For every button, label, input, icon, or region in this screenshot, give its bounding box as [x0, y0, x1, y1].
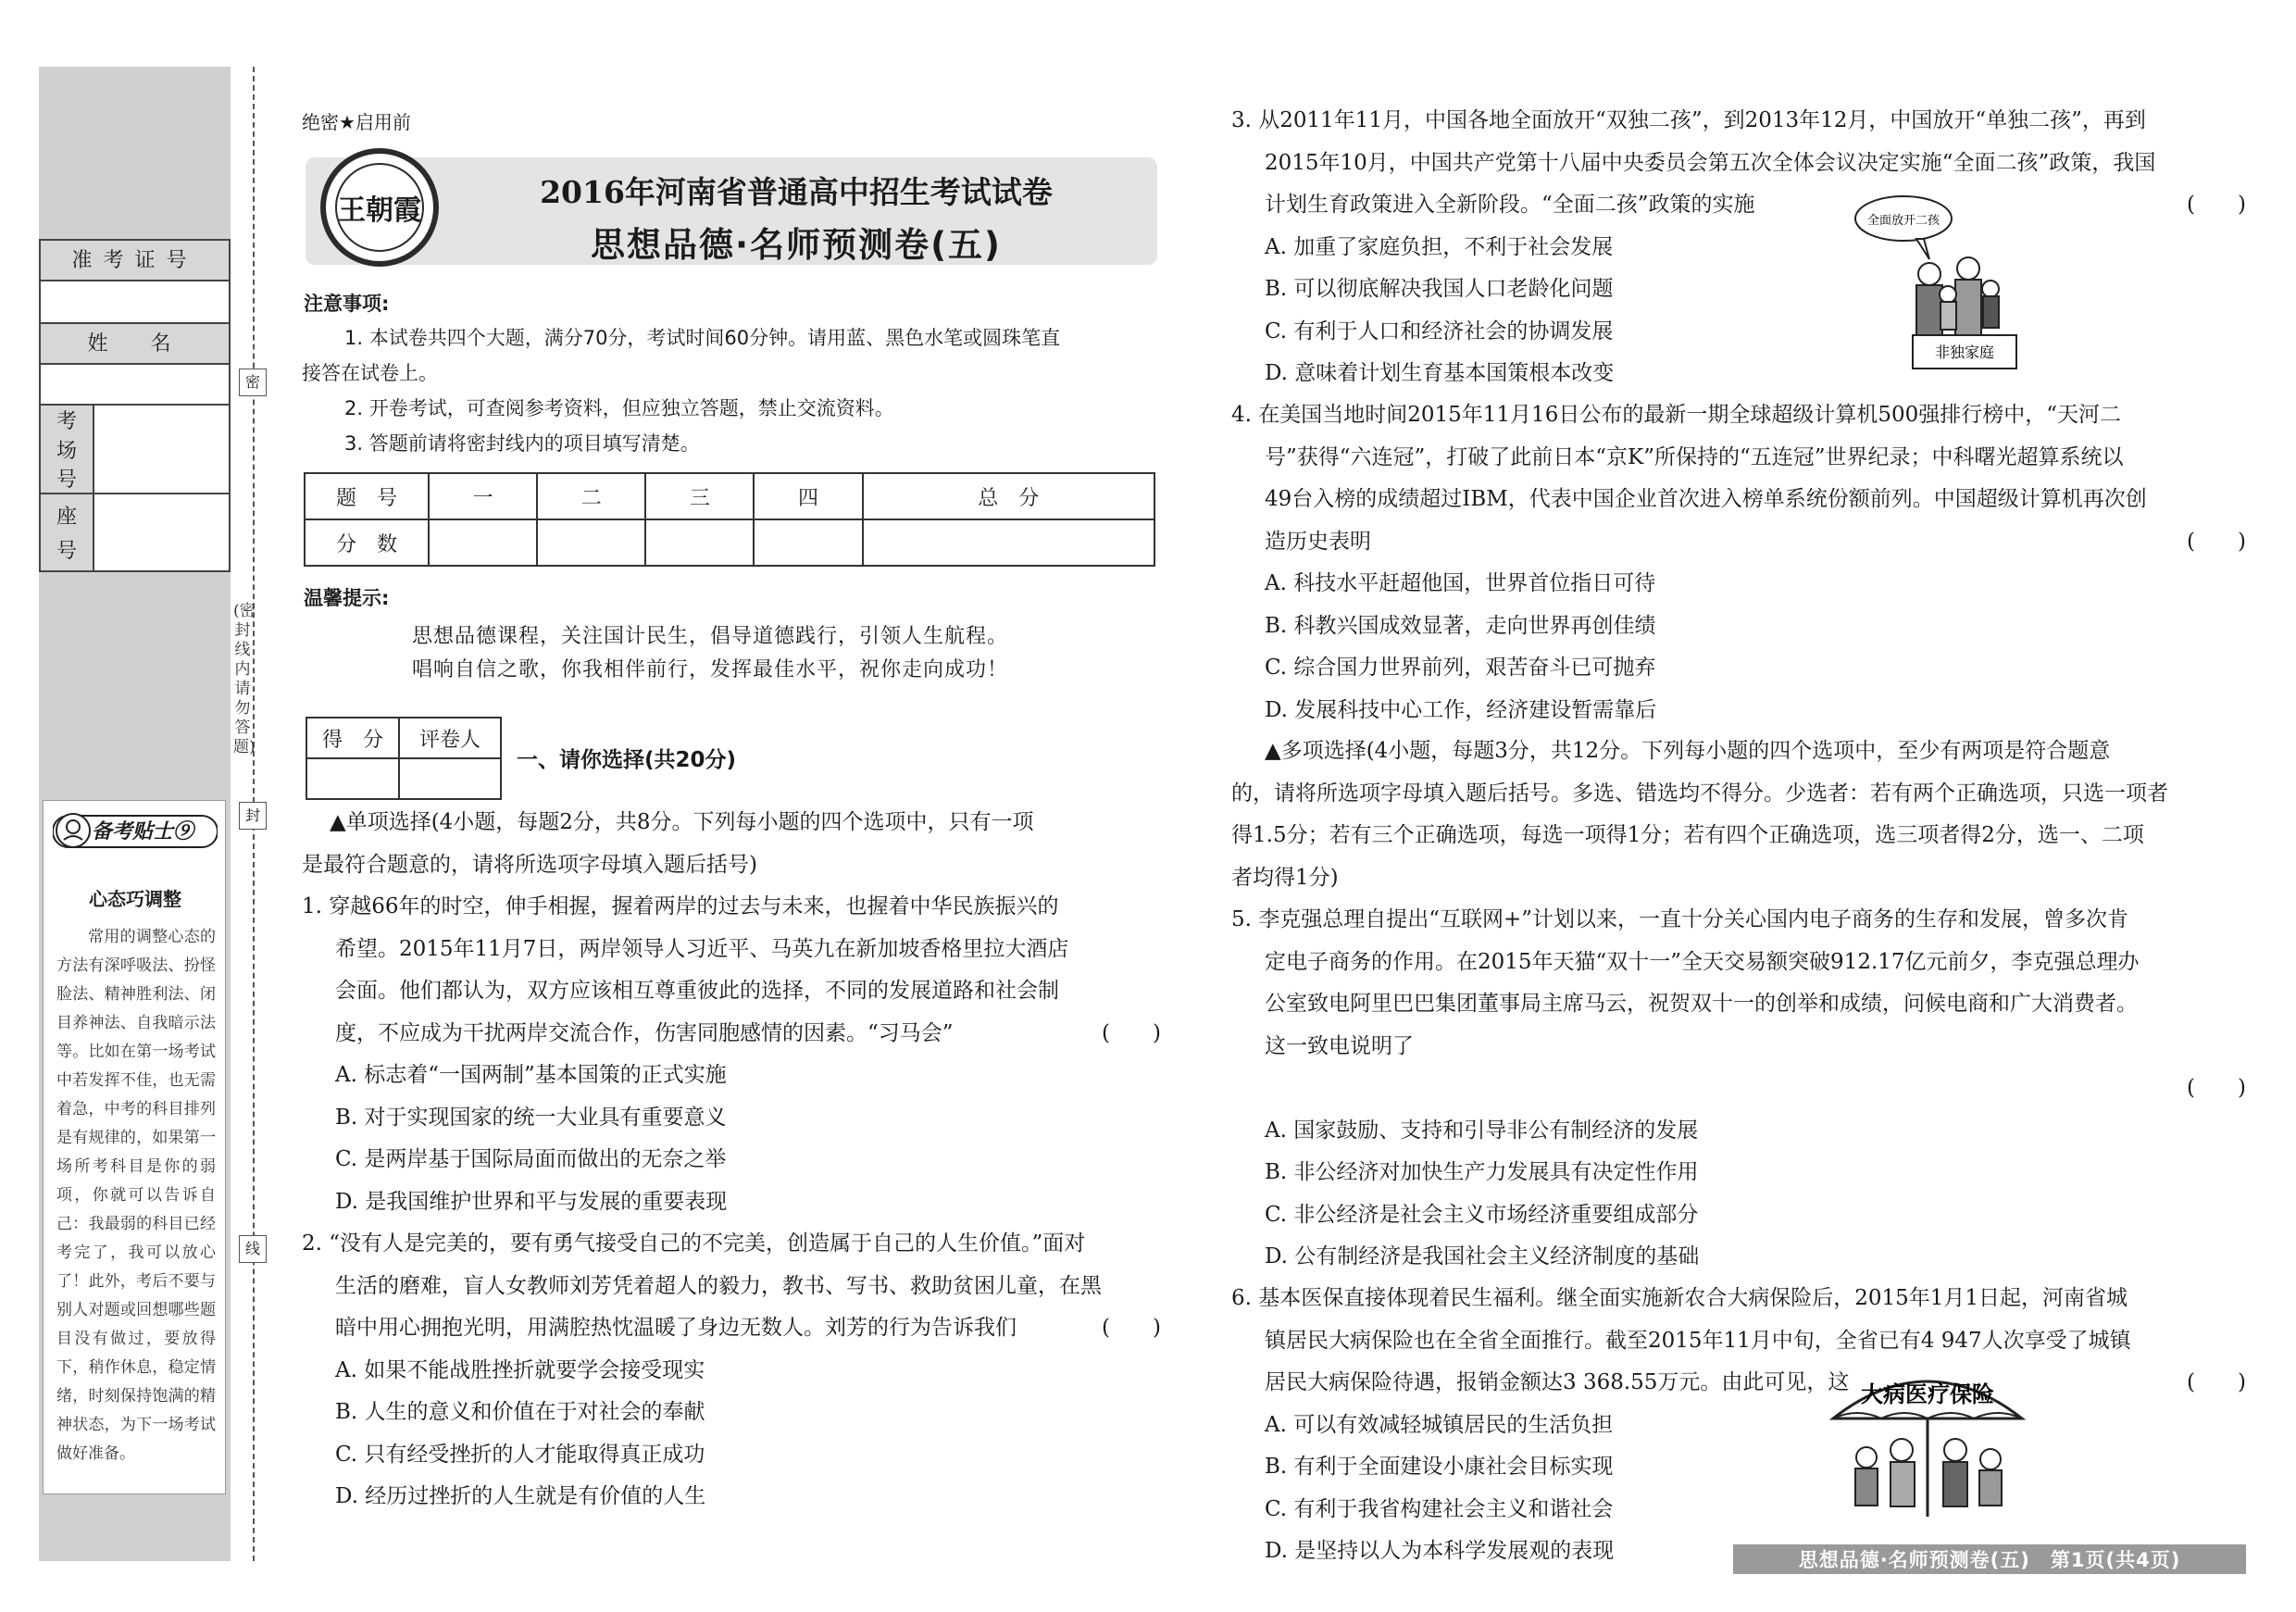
health-insurance-cartoon: [1826, 1354, 2029, 1530]
option-c: C. 非公经济是社会主义市场经济重要组成部分: [1265, 1202, 1699, 1227]
score-cell[interactable]: [645, 519, 754, 566]
cartoon-speech-text: 全面放开二孩: [1866, 214, 1940, 228]
exam-room-label: 考 场 号: [41, 406, 94, 493]
option-c: C. 综合国力世界前列，艰苦奋斗已可抛弃: [1265, 656, 1656, 680]
exam-title: 2016年河南省普通高中招生考试试卷: [540, 174, 1053, 210]
logo-emblem: 王朝霞: [335, 163, 424, 252]
option-a: A. 标志着“一国两制”基本国策的正式实施: [335, 1063, 727, 1087]
candidate-info-box: [39, 239, 231, 572]
question-2: [302, 1223, 1161, 1518]
option-b: B. 有利于全面建设小康社会目标实现: [1265, 1455, 1614, 1479]
name-field[interactable]: [41, 365, 229, 406]
tip-title: 心态巧调整: [89, 888, 181, 910]
option-b: B. 人生的意义和价值在于对社会的奉献: [335, 1400, 705, 1424]
score-cell[interactable]: [429, 519, 537, 566]
notice-item-2: 2. 开卷考试，可查阅参考资料，但应独立答题，禁止交流资料。: [344, 397, 894, 419]
option-a: A. 科技水平赶超他国，世界首位指日可待: [1265, 571, 1656, 595]
warm-tip-line-2: 唱响自信之歌，你我相伴前行，发挥最佳水平，祝你走向成功！: [412, 658, 1009, 681]
admission-number-field[interactable]: [41, 281, 229, 324]
question-line: 号”获得“六连冠”，打破了此前日本“京K”所保持的“五连冠”世界纪录；中科曙光超算系统以: [1265, 444, 2124, 469]
score-cell[interactable]: [863, 519, 1154, 566]
seal-char-feng: 封: [239, 802, 267, 830]
score-header-cell: 四: [754, 473, 862, 519]
admission-number-label: 准考证号: [41, 241, 229, 281]
umbrella-text: 大病医疗保险: [1861, 1381, 1994, 1407]
answer-bracket[interactable]: ( ): [2187, 529, 2246, 554]
question-6: [1231, 1278, 2246, 1573]
page-footer: 思想品德·名师预测卷(五) 第1页(共4页): [1733, 1544, 2246, 1574]
seal-char-xian: 线: [239, 1235, 267, 1263]
notice-heading: 注意事项:: [304, 293, 390, 315]
section-heading: 一、请你选择(共20分): [517, 748, 737, 772]
exam-subtitle: 思想品德·名师预测卷(五): [591, 225, 1002, 265]
option-a: A. 国家鼓励、支持和引导非公有制经济的发展: [1265, 1118, 1699, 1143]
question-line: 4. 在美国当地时间2015年11月16日公布的最新一期全球超级计算机500强排行榜中，“天河二: [1231, 403, 2121, 427]
exam-room-field[interactable]: [41, 406, 229, 494]
multi-choice-intro: [1231, 731, 2246, 899]
name-label: 姓 名: [41, 324, 229, 365]
score-table-value-row: [305, 519, 1154, 566]
question-line: 度，不应成为干扰两岸交流合作，伤害同胞感情的因素。“习马会”: [335, 1020, 954, 1045]
question-line: 希望。2015年11月7日，两岸领导人习近平、马英九在新加坡香格里拉大酒店: [335, 936, 1069, 961]
single-choice-intro: [302, 802, 1161, 886]
question-4: [1231, 394, 2246, 731]
warm-tip-heading: 温馨提示:: [304, 587, 390, 609]
notice-item-1: 1. 本试卷共四个大题，满分70分，考试时间60分钟。请用蓝、黑色水笔或圆珠笔直: [344, 327, 1061, 349]
answer-bracket[interactable]: ( ): [1102, 1316, 1161, 1340]
question-line: 造历史表明: [1265, 529, 1371, 554]
two-child-policy-cartoon: [1852, 185, 2028, 380]
answer-bracket[interactable]: ( ): [2187, 193, 2246, 217]
score-table-header-row: [305, 473, 1154, 519]
question-line: 暗中用心拥抱光明，用满腔热忱温暖了身边无数人。刘芳的行为告诉我们: [335, 1316, 1017, 1340]
score-header-cell: 二: [537, 473, 645, 519]
question-line: 公室致电阿里巴巴集团董事局主席马云，祝贺双十一的创举和成绩，问候电商和广大消费者。: [1265, 992, 2138, 1016]
question-line: 居民大病保险待遇，报销金额达3 368.55万元。由此可见，这: [1265, 1370, 1850, 1394]
score-header-cell: 三: [645, 473, 754, 519]
seal-note: (密封线内请勿答题): [233, 602, 256, 756]
question-line: 1. 穿越66年的时空，伸手相握，握着两岸的过去与未来，也握着中华民族振兴的: [302, 894, 1059, 918]
grader-label: 评卷人: [399, 718, 501, 758]
question-line: 2. “没有人是完美的，要有勇气接受自己的不完美，创造属于自己的人生价值。”面对: [302, 1231, 1086, 1256]
question-line: 会面。他们都认为，双方应该相互尊重彼此的选择，不同的发展道路和社会制: [335, 979, 1059, 1003]
single-choice-intro-line: 是最符合题意的，请将所选项字母填入题后括号): [302, 852, 757, 877]
grade-score-label: 得 分: [306, 718, 399, 758]
score-cell[interactable]: [537, 519, 645, 566]
option-c: C. 是两岸基于国际局面而做出的无奈之举: [335, 1147, 727, 1171]
publisher-logo: [320, 148, 439, 267]
question-line: 定电子商务的作用。在2015年天猫“双十一”全天交易额突破912.17亿元前夕，李克强总理办: [1265, 949, 2140, 974]
option-d: D. 是坚持以人为本科学发展观的表现: [1265, 1539, 1615, 1563]
confidential-mark: 绝密★启用前: [302, 111, 411, 133]
exam-tip-panel: [43, 800, 226, 1494]
warm-tip-line-1: 思想品德课程，关注国计民生，倡导道德践行，引领人生航程。: [412, 625, 1009, 648]
answer-bracket[interactable]: ( ): [1102, 1020, 1161, 1045]
multi-choice-intro-line: 得1.5分；若有三个正确选项，每选一项得1分；若有四个正确选项，选三项者得2分，选一、二项: [1231, 823, 2144, 847]
tip-text: 常用的调整心态的方法有深呼吸法、扮怪脸法、精神胜利法、闭目养神法、自我暗示法等。比如在第一场考试中若发挥不佳，也无需着急，中考的科目排列是有规律的，如果第一场所考科目是你的弱项，你就可以告诉自己：我最弱的科目已经考完了，我可以放心了！此外，考后不要与别人对题或回想哪些题目没有做过，要放得下，稍作休息，稳定情绪，时刻保持饱满的精神状态，为下一场考试做好准备。: [56, 928, 216, 1463]
multi-choice-intro-line: 者均得1分): [1231, 865, 1339, 890]
notice-item-1-cont: 接答在试卷上。: [302, 362, 438, 384]
grade-score-cell[interactable]: [306, 758, 399, 799]
option-d: D. 公有制经济是我国社会主义经济制度的基础: [1265, 1244, 1700, 1268]
option-c: C. 有利于我省构建社会主义和谐社会: [1265, 1496, 1614, 1521]
question-line: 2015年10月，中国共产党第十八届中央委员会第五次全体会议决定实施“全面二孩”政策，我国: [1265, 150, 2156, 175]
option-c: C. 只有经受挫折的人才能取得真正成功: [335, 1442, 705, 1467]
option-a: A. 可以有效减轻城镇居民的生活负担: [1265, 1412, 1614, 1437]
option-d: D. 发展科技中心工作，经济建设暂需靠后: [1265, 697, 1657, 722]
answer-bracket[interactable]: ( ): [2187, 1370, 2246, 1394]
option-d: D. 是我国维护世界和平与发展的重要表现: [335, 1189, 728, 1214]
grader-cell[interactable]: [399, 758, 501, 799]
option-b: B. 对于实现国家的统一大业具有重要意义: [335, 1105, 727, 1130]
option-a: A. 加重了家庭负担，不利于社会发展: [1265, 234, 1614, 259]
question-line: 49台入榜的成绩超过IBM，代表中国企业首次进入榜单系统份额前列。中国超级计算机再次创: [1265, 487, 2147, 511]
score-table: [304, 472, 1155, 567]
single-choice-intro-line: ▲单项选择(4小题，每题2分，共8分。下列每小题的四个选项中，只有一项: [330, 810, 1034, 834]
seal-char-mi: 密: [239, 369, 267, 396]
option-d: D. 意味着计划生育基本国策根本改变: [1265, 361, 1615, 385]
score-row-label: 分 数: [305, 519, 429, 566]
question-line: 3. 从2011年11月，中国各地全面放开“双独二孩”，到2013年12月，中国放开“单独二孩”，再到: [1231, 108, 2146, 132]
option-b: B. 科教兴国成效显著，走向世界再创佳绩: [1265, 613, 1656, 638]
score-header-cell: 一: [429, 473, 537, 519]
option-d: D. 经历过挫折的人生就是有价值的人生: [335, 1484, 706, 1508]
tip-heading: 备考贴士⑨: [92, 819, 194, 843]
score-header-cell: 题 号: [305, 473, 429, 519]
question-line: 计划生育政策进入全新阶段。“全面二孩”政策的实施: [1265, 193, 1755, 217]
seat-number-label: 座 号: [41, 494, 94, 570]
question-line: 5. 李克强总理自提出“互联网+”计划以来，一直十分关心国内电子商务的生存和发展，曾多次肯: [1231, 907, 2129, 931]
score-header-cell: 总 分: [863, 473, 1154, 519]
question-line: 镇居民大病保险也在全省全面推行。截至2015年11月中旬，全省已有4 947人次享受了城镇: [1265, 1328, 2131, 1353]
question-line: 这一致电说明了: [1265, 1033, 1414, 1058]
answer-bracket[interactable]: ( ): [2187, 1076, 2246, 1100]
notice-item-3: 3. 答题前请将密封线内的项目填写清楚。: [344, 432, 700, 455]
seat-number-field[interactable]: [41, 494, 229, 570]
multi-choice-intro-line: 的，请将所选项字母填入题后括号。多选、错选均不得分。少选者：若有两个正确选项，只选一项者: [1231, 781, 2168, 806]
option-a: A. 如果不能战胜挫折就要学会接受现实: [335, 1357, 705, 1382]
question-line: 6. 基本医保直接体现着民生福利。继全面实施新农合大病保险后，2015年1月1日起，河南省城: [1231, 1286, 2128, 1310]
question-1: [302, 886, 1161, 1223]
option-b: B. 可以彻底解决我国人口老龄化问题: [1265, 277, 1614, 301]
question-5: [1231, 899, 2246, 1279]
score-cell[interactable]: [754, 519, 862, 566]
option-c: C. 有利于人口和经济社会的协调发展: [1265, 319, 1614, 344]
cartoon-sign-text: 非独家庭: [1934, 344, 1995, 361]
question-3: [1231, 100, 2246, 395]
multi-choice-intro-line: ▲多项选择(4小题，每题3分，共12分。下列每小题的四个选项中，至少有两项是符合题意: [1265, 739, 2111, 763]
question-line: 生活的磨难，盲人女教师刘芳凭着超人的毅力，教书、写书、救助贫困儿童，在黑: [335, 1273, 1102, 1298]
grade-table: [306, 717, 502, 800]
option-b: B. 非公经济对加快生产力发展具有决定性作用: [1265, 1160, 1699, 1184]
